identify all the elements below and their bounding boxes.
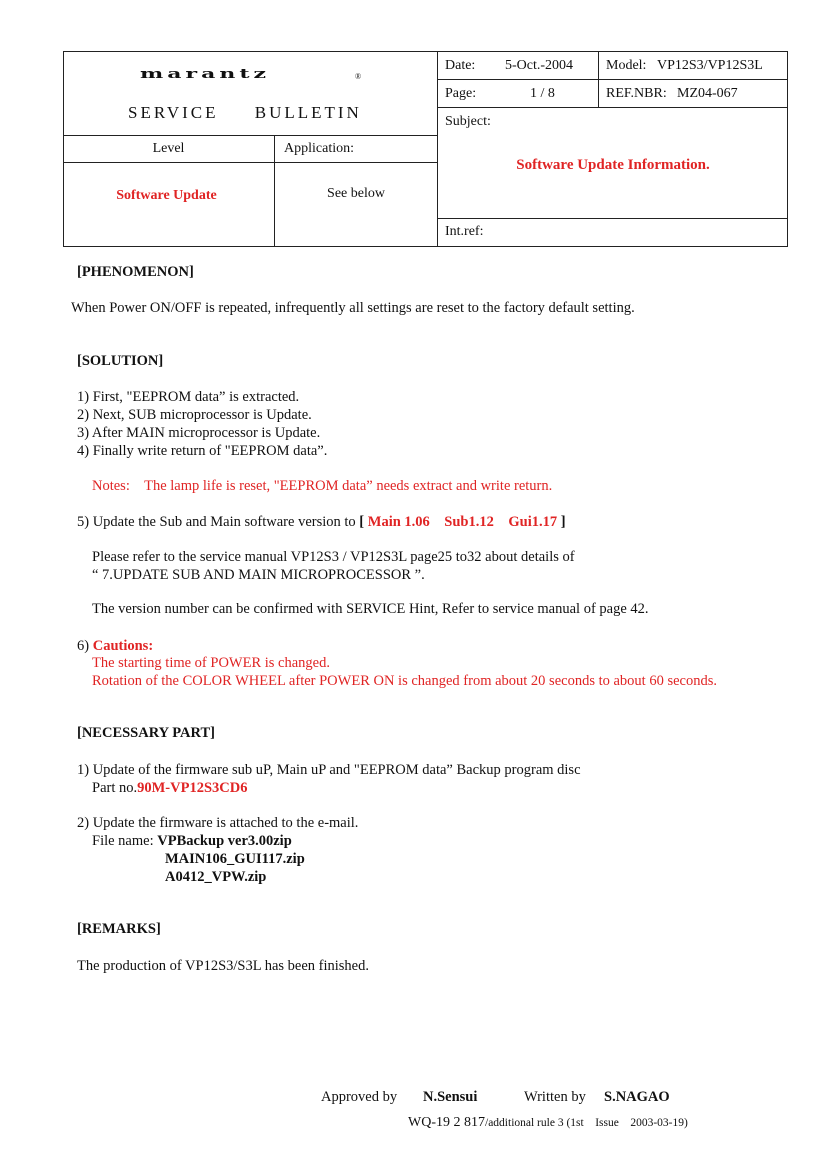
date-label: Date:: [445, 58, 476, 73]
solution-step-6: [77, 637, 153, 655]
written-label: Written by: [524, 1089, 586, 1105]
table-border-bottom: [63, 246, 788, 247]
step5-close-bracket: ]: [557, 514, 566, 530]
file-3: A0412_VPW.zip: [165, 869, 267, 885]
approved-label: Approved by: [321, 1089, 398, 1105]
ref-label: REF.NBR:: [606, 86, 667, 101]
form-rule: /additional rule 3 (1st Issue 2003-03-19): [485, 1117, 688, 1129]
remarks-heading: [REMARKS]: [77, 921, 161, 937]
file-1: VPBackup ver3.00zip: [157, 833, 292, 849]
registered-mark: ®: [355, 72, 362, 81]
necessary-item-1: 1) Update of the firmware sub uP, Main uP and "EEPROM data” Backup program disc: [77, 762, 581, 778]
subject-label: Subject:: [445, 114, 491, 129]
form-footer: [408, 1113, 688, 1132]
phenomenon-heading: [PHENOMENON]: [77, 264, 194, 280]
version-line: The version number can be confirmed with SERVICE Hint, Refer to service manual of page 42.: [92, 601, 649, 617]
caution-1: The starting time of POWER is changed.: [92, 655, 330, 671]
table-row-line-level-bottom: [63, 162, 438, 163]
application-label: Application:: [284, 141, 354, 156]
solution-step-3: 3) After MAIN microprocessor is Update.: [77, 425, 321, 441]
bulletin-title: SERVICE BULLETIN: [128, 103, 362, 122]
marantz-logo: marantz: [140, 66, 271, 82]
solution-step-5: [77, 513, 566, 531]
table-row-line-2: [437, 107, 788, 108]
file-2: MAIN106_GUI117.zip: [165, 851, 305, 867]
remarks-text: The production of VP12S3/S3L has been finished.: [77, 958, 369, 974]
form-code: WQ-19 2 817: [408, 1115, 485, 1130]
intref-label: Int.ref:: [445, 224, 484, 239]
table-border-top: [63, 51, 788, 52]
page-value: 1 / 8: [530, 86, 555, 101]
part-number-line: [92, 779, 247, 797]
part-label: Part no.: [92, 780, 138, 796]
table-row-line-intref: [437, 218, 788, 219]
caution-2: Rotation of the COLOR WHEEL after POWER ON is changed from about 20 seconds to about 60 seconds.: [92, 673, 717, 689]
refer-line-2: “ 7.UPDATE SUB AND MAIN MICROPROCESSOR ”.: [92, 567, 425, 583]
solution-step-2: 2) Next, SUB microprocessor is Update.: [77, 407, 312, 423]
written-name: S.NAGAO: [604, 1089, 670, 1105]
step5-open-bracket: [: [359, 514, 368, 530]
solution-heading: [SOLUTION]: [77, 353, 164, 369]
approved-name: N.Sensui: [423, 1089, 478, 1105]
level-label: Level: [152, 141, 185, 156]
model-label: Model:: [606, 58, 647, 73]
table-row-line-level-top: [63, 135, 438, 136]
subject-value: Software Update Information.: [516, 157, 710, 173]
solution-step-1: 1) First, "EEPROM data” is extracted.: [77, 389, 300, 405]
part-value: 90M-VP12S3CD6: [137, 780, 248, 796]
necessary-heading: [NECESSARY PART]: [77, 725, 215, 741]
phenomenon-text: When Power ON/OFF is repeated, infrequently all settings are reset to the factory default setting.: [71, 300, 635, 316]
refer-line-1: Please refer to the service manual VP12S3 / VP12S3L page25 to32 about details of: [92, 549, 575, 565]
ref-value: MZ04-067: [677, 86, 738, 101]
solution-step-4: 4) Finally write return of "EEPROM data”.: [77, 443, 328, 459]
date-value: 5-Oct.-2004: [505, 58, 574, 73]
page-label: Page:: [445, 86, 477, 101]
application-value: See below: [327, 186, 385, 201]
step6-number: 6): [77, 638, 93, 654]
file-label: File name:: [92, 833, 158, 849]
step5-versions: Main 1.06 Sub1.12 Gui1.17: [367, 514, 558, 530]
table-row-line-1: [437, 79, 788, 80]
step5-text: 5) Update the Sub and Main software version to: [77, 514, 360, 530]
necessary-item-2: 2) Update the firmware is attached to the e-mail.: [77, 815, 359, 831]
file-name-line: [92, 832, 292, 850]
level-value: Software Update: [116, 188, 217, 203]
solution-notes: Notes: The lamp life is reset, "EEPROM data” needs extract and write return.: [92, 478, 553, 494]
cautions-label: Cautions:: [92, 638, 154, 654]
model-value: VP12S3/VP12S3L: [657, 58, 763, 73]
